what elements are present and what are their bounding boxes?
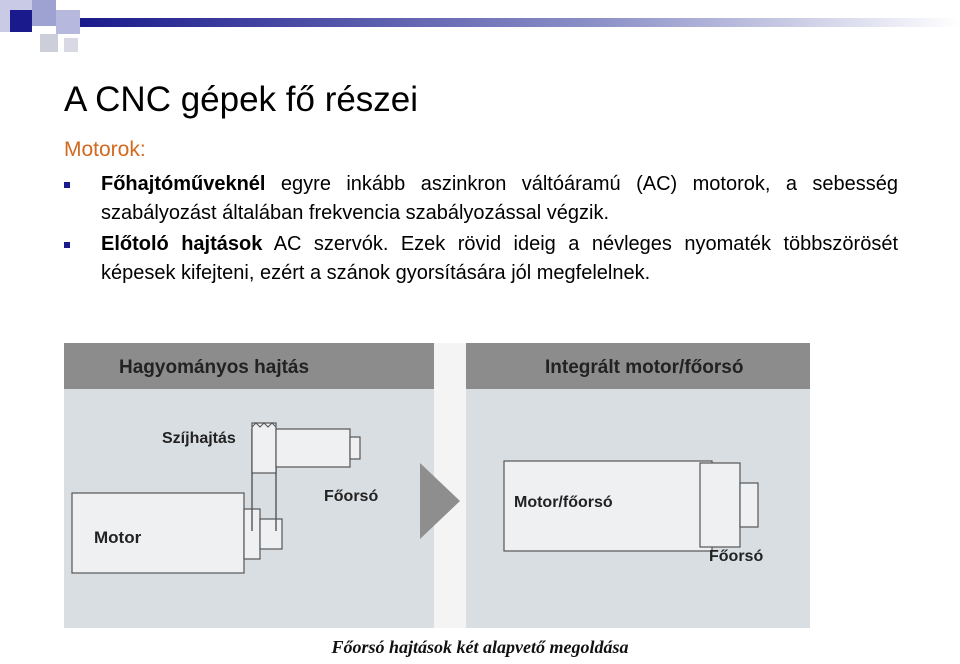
motor-label: Motor <box>94 528 142 547</box>
bullet-item <box>64 230 898 288</box>
slide-title: A CNC gépek fő részei <box>64 80 419 119</box>
bullet-list <box>64 170 898 290</box>
belt-pulley-shape <box>252 423 276 473</box>
motor-pulley-shape <box>260 519 282 549</box>
spindle-nose-shape <box>350 437 360 459</box>
motor-spindle-collar-shape <box>700 463 740 547</box>
spindle-body-shape <box>276 429 350 467</box>
bullet-text: egyre inkább aszinkron váltóáramú (AC) motorok, a sebesség szabályozást általában frekvencia szabályozással végzik. <box>101 173 898 224</box>
motor-spindle-label: Motor/főorsó <box>514 494 613 511</box>
spindle-label: Főorsó <box>324 488 379 505</box>
bullet-bold-term: Főhajtóműveknél <box>101 173 266 195</box>
figure-caption: Főorsó hajtások két alapvető megoldása <box>331 637 629 657</box>
bullet-item <box>64 170 898 228</box>
right-header: Integrált motor/főorsó <box>545 357 744 378</box>
top-decoration <box>0 0 960 60</box>
fast-spindle-label: Főorsó <box>709 548 764 565</box>
spindle-drive-figure <box>64 343 810 628</box>
left-header: Hagyományos hajtás <box>119 357 310 378</box>
belt-drive-label: Szíjhajtás <box>162 430 236 447</box>
bullet-bold-term: Előtoló hajtások <box>101 233 263 255</box>
motor-spindle-shaft-shape <box>740 483 758 527</box>
bullet-text: AC szervók. Ezek rövid ideig a névleges nyomaték többszörösét képesek kifejteni, ezért a szánok gyorsítására jól megfelelnek. <box>101 233 898 284</box>
slide-subtitle: Motorok: <box>64 138 146 161</box>
